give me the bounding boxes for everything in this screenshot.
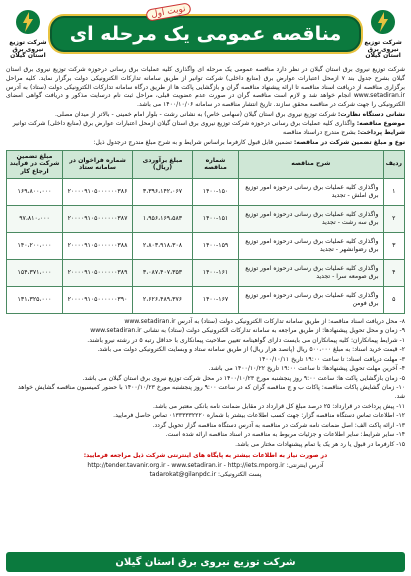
cell-number: ۱۴۰۰-۱۶۷ (193, 286, 239, 313)
cell-row: ۲ (383, 205, 404, 232)
cell-number: ۱۴۰۰-۱۶۱ (193, 259, 239, 286)
company-logo-icon (369, 8, 397, 36)
cell-desc: واگذاری کلیه عملیات برق رسانی درحوزه امور توزیع برق سه رشت - تجدید (239, 205, 384, 232)
point-item: ۴- آخرین مهلت تحویل پیشنهادها: تا ساعت ۱۹:۰۰ تاریخ ۱۴۰۰/۱۰/۲۲ می باشد. (208, 365, 405, 373)
cell-estimate: ۲،۶۲۶،۴۸۹،۳۷۶ (133, 286, 193, 313)
cell-desc: واگذاری کلیه عملیات برق رسانی درحوزه امور توزیع برق فومن (239, 286, 384, 313)
cell-guarantee: ۱۵۴،۳۷۱،۰۰۰ (7, 259, 63, 286)
cell-number: ۱۴۰۰-۱۵۰ (193, 178, 239, 205)
table-row (7, 205, 405, 232)
cell-desc: واگذاری کلیه عملیات برق رسانی درحوزه امور توزیع برق صومعه سرا - تجدید (239, 259, 384, 286)
cell-estimate: ۲،۸۰۳،۹۱۸،۳۰۸ (133, 232, 193, 259)
info-subject (6, 119, 405, 128)
logo-caption: شرکت توزیع نیروی برق استان گیلان (364, 38, 402, 60)
notice-points (6, 317, 405, 449)
info-text: تضمین قابل قبول کارفرما براساس شرایط و به شرح مبلغ مندرج درجدول ذیل: (93, 138, 292, 146)
point-item: ۱- شرایط پیمانکاران: کلیه پیمانکاران می بایست دارای گواهینامه تعیین صلاحیت پیمانکاری با حداقل رتبه ۵ در رشته نیرو باشند. (87, 336, 405, 344)
table-row (7, 232, 405, 259)
company-logo-icon (14, 8, 42, 36)
cell-desc: واگذاری کلیه عملیات برق رسانی درحوزه امور توزیع برق رضوانشهر - تجدید (239, 232, 384, 259)
notice-header (6, 4, 405, 64)
point-item: ۱۰- زمان گشایش پاکات مناقصه: پاکات ب و ج مناقصه گران که در ساعت ۹:۰۰ روز پنجشنبه مورخ ۱۴۰۰/۱۰/۲۳ با حضور کمیسیون مناقصه گشایش خواهد شد. (18, 384, 405, 401)
info-label: موضوع مناقصه: (356, 120, 405, 128)
point-item: ۸- محل دریافت اسناد مناقصه: از طریق سامانه تدارکات الکترونیکی دولت (ستاد) به آدرس www.setadiran.ir (124, 317, 405, 325)
info-text: بشرح مندرج دراسناد مناقصه (282, 129, 356, 137)
col-number: شماره مناقصه (193, 150, 239, 178)
cell-desc: واگذاری کلیه عملیات برق رسانی درحوزه امور توزیع برق املش - تجدید (239, 178, 384, 205)
cell-guarantee: ۱۳۱،۳۲۵،۰۰۰ (7, 286, 63, 313)
cell-estimate: ۳،۰۸۷،۴۰۷،۳۵۳ (133, 259, 193, 286)
info-label: نوع و مبلغ تضمین شرکت در مناقصه: (293, 138, 405, 146)
point-item: ۳- مهلت دریافت اسناد: تا ساعت ۱۹:۰۰ تاریخ ۱۴۰۰/۱۰/۱۱ (258, 355, 405, 363)
info-label: شرایط پرداخت: (357, 129, 405, 137)
point-item: ۱۱- پیش پرداخت در قرارداد: ۲۵ درصد مبلغ کل قرارداد در مقابل ضمانت نامه بانکی معتبر می باشد. (153, 402, 405, 410)
col-desc: شرح مناقصه (239, 150, 384, 178)
cell-call: ۲۰۰۰۰۹۱۰۵۰۰۰۰۰۰۳۸۷ (63, 205, 133, 232)
point-item: ۹- زمان و محل تحویل پیشنهادها: از طریق مراجعه به سامانه تدارکات الکترونیکی دولت (ستاد) به نشانی www.setadiran.ir (90, 327, 405, 335)
table-row (7, 259, 405, 286)
logo-left (6, 8, 50, 61)
cell-row: ۴ (383, 259, 404, 286)
contact-email[interactable]: پست الکترونیکی: tadarokat@gilanpdc.ir (149, 471, 262, 479)
notice-title: مناقصه عمومی یک مرحله ای (50, 16, 361, 52)
table-row (7, 286, 405, 313)
tender-table (6, 150, 405, 314)
info-guarantee (6, 138, 405, 147)
info-text: شرکت توزیع نیروی برق استان گیلان (سهامی خاص) به نشانی رشت - بلوار امام خمینی - بالاتر از میدان مصلی. (54, 111, 336, 119)
cell-number: ۱۴۰۰-۱۵۹ (193, 232, 239, 259)
cell-call: ۲۰۰۰۰۹۱۰۵۰۰۰۰۰۰۳۹۰ (63, 286, 133, 313)
point-item: ۱۳- ارائه پاکت الف: اصل ضمانت نامه شرکت در مناقصه به آدرس دستگاه مناقصه گزار تحویل گردد. (152, 421, 405, 429)
point-item: ۱۲- اطلاعات تماس دستگاه مناقصه گزار: جهت کسب اطلاعات بیشتر با شماره ۰۱۳۳۳۳۳۲۲۲۰ تماس حاصل فرمایید. (113, 412, 405, 420)
stage-badge: نوبت اول (145, 2, 191, 22)
cell-call: ۲۰۰۰۰۹۱۰۵۰۰۰۰۰۰۳۸۸ (63, 232, 133, 259)
info-text: واگذاری کلیه عملیات برق رسانی درحوزه شرکت توزیع نیروی برق استان گیلان ازمحل اعتبارات عوارض برق (منابع داخلی) شرکت توانیر (12, 120, 355, 128)
col-estimate: مبلغ برآوردی (ریال) (133, 150, 193, 178)
cell-row: ۱ (383, 178, 404, 205)
logo-caption: شرکت توزیع نیروی برق استان گیلان (9, 38, 47, 60)
cell-row: ۵ (383, 286, 404, 313)
intro-paragraph: شرکت توزیع نیروی برق استان گیلان در نظر دارد مناقصه عمومی یک مرحله ای واگذاری کلیه عملیات برق رسانی درحوزه شرکت توزیع نیروی برق استان گیلان بشرح جدول بند ۷ ازمحل اعتبارات عوارض برق (منابع داخلی) شرکت توانیر از طریق سامانه تدارکات الکترونیکی دولت برگزار نماید. کلیه مراحل برگزاری مناقصه از دریافت اسناد مناقصه تا ارائه پیشنهاد مناقصه گران و بازگشایی پاکت ها از طریق درگاه سامانه تدارکات الکترونیکی دولت (ستاد) به آدرس www.setadiran.ir انجام خواهد شد و لازم است مناقصه گران در صورت عدم عضویت قبلی، مراحل ثبت نام درسایت مذکور و دریافت گواهی امضای الکترونیکی را جهت شرکت در مناقصه محقق سازند. تاریخ انتشار مناقصه در سامانه ۱۴۰۰/۱۰/۰۶ می باشد. (6, 66, 405, 109)
point-item: ۱۴- سایر شرایط: سایر اطلاعات و جزئیات مربوط به مناقصه در اسناد مناقصه ارائه شده است. (165, 431, 405, 439)
col-guarantee: مبلغ تضمین شرکت در فرآیند ارجاع کار (7, 150, 63, 178)
cell-call: ۲۰۰۰۰۹۱۰۵۰۰۰۰۰۰۳۸۶ (63, 178, 133, 205)
logo-right (361, 8, 405, 61)
table-row (7, 178, 405, 205)
footer-banner: شرکت توزیع نیروی برق استان گیلان (6, 552, 405, 572)
cell-estimate: ۳،۳۹۶،۱۴۲،۰۶۷ (133, 178, 193, 205)
point-item: ۵- زمان بازگشایی پاکت ها: ساعت ۹:۰۰ روز پنجشنبه مورخ ۱۴۰۰/۱۰/۲۳ در محل شرکت توزیع نیروی برق استان گیلان می باشد. (82, 374, 405, 382)
cell-row: ۳ (383, 232, 404, 259)
col-row: ردیف (383, 150, 404, 178)
contact-heading: در صورت نیاز به اطلاعات بیشتر به پایگاه های اینترنتی شرکت ذیل مراجعه فرمایید: (83, 452, 328, 460)
point-item: ۲- قیمت خرید اسناد: به مبلغ ۵۰۰،۰۰۰ ریال (پانصد هزار ریال) از طریق سامانه ستاد و وبسایت الکترونیکی دولت می باشد. (97, 346, 405, 354)
cell-guarantee: ۱۶۹،۸۰۰،۰۰۰ (7, 178, 63, 205)
info-label: نشانی دستگاه نظارت: (337, 111, 405, 119)
point-item: ۱۵- کارفرما در قبول یا رد هر یک یا تمام پیشنهادات مختار می باشد. (235, 440, 405, 448)
info-payment (6, 128, 405, 137)
cell-number: ۱۴۰۰-۱۵۱ (193, 205, 239, 232)
cell-guarantee: ۱۴۰،۲۰۰،۰۰۰ (7, 232, 63, 259)
contact-block (6, 451, 405, 480)
cell-guarantee: ۹۷،۸۱۰،۰۰۰ (7, 205, 63, 232)
cell-estimate: ۱،۹۵۶،۱۶۹،۵۸۳ (133, 205, 193, 232)
info-supervision (6, 110, 405, 119)
cell-call: ۲۰۰۰۰۹۱۰۵۰۰۰۰۰۰۳۸۹ (63, 259, 133, 286)
table-header-row (7, 150, 405, 178)
contact-websites[interactable]: آدرس اینترنتی: http://tender.tavanir.org.ir - www.setadiran.ir - http://iets.mporg.ir (87, 461, 324, 469)
col-call: شماره فراخوان در سامانه ستاد (63, 150, 133, 178)
